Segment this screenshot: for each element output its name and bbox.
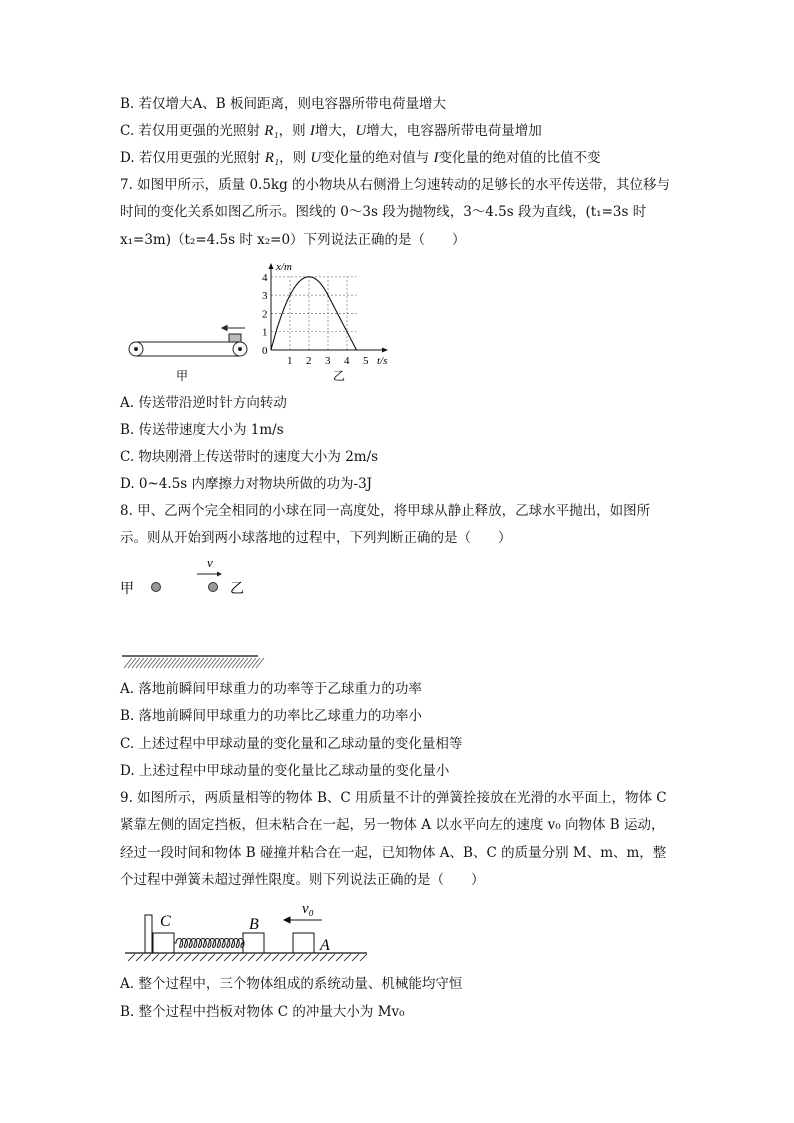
text: 变化量的绝对值与 — [321, 150, 434, 166]
hatch-line — [156, 658, 164, 668]
hatch-line — [144, 658, 152, 668]
hatch-line — [200, 658, 208, 668]
text: 变化量的绝对值的比值不变 — [438, 150, 601, 166]
q9-option-b: B. 整个过程中挡板对物体 C 的冲量大小为 Mv₀ — [120, 1004, 405, 1020]
hatch-line — [252, 658, 260, 668]
label-v0: v₀ — [302, 901, 314, 917]
x-axis-label: t/s — [377, 355, 388, 367]
hatch-line — [196, 658, 204, 668]
q7-option-a: A. 传送带沿逆时针方向转动 — [120, 395, 287, 411]
hatch-line — [168, 954, 175, 961]
hatch-line — [128, 658, 136, 668]
xt-graph — [262, 261, 388, 367]
y-tick-label: 2 — [262, 308, 268, 321]
q9-option-a: A. 整个过程中，三个物体组成的系统动量、机械能均守恒 — [120, 976, 463, 992]
x-axis-arrow-icon — [382, 348, 388, 353]
q8-stem-line: 8. 甲、乙两个完全相同的小球在同一高度处，将甲球从静止释放，乙球水平抛出，如图所 — [120, 503, 651, 519]
text: 增大， — [314, 123, 356, 139]
hatch-line — [140, 658, 148, 668]
text: 增大，电容器所带电荷量增加 — [366, 123, 542, 139]
fig-label-yi: 乙 — [333, 369, 346, 383]
hatch-line — [180, 658, 188, 668]
hatch-line — [344, 954, 351, 961]
hatch-line — [192, 954, 199, 961]
y-tick-label: 1 — [262, 326, 268, 339]
fixed-wall — [145, 915, 152, 953]
hatch-line — [192, 658, 200, 668]
text: ，则 — [278, 123, 310, 139]
hatch-line — [152, 954, 159, 961]
hatch-line — [232, 954, 239, 961]
var: R₁ — [264, 150, 280, 166]
arrow-right-icon — [217, 572, 222, 577]
hatch-line — [240, 658, 248, 668]
x-tick-label: 1 — [287, 355, 293, 367]
hatch-line — [256, 658, 264, 668]
hatch-line — [172, 658, 180, 668]
label-b: B — [249, 916, 259, 933]
block-b — [243, 933, 264, 953]
hatch-line — [216, 658, 224, 668]
hatch-line — [184, 658, 192, 668]
q7-option-d: D. 0~4.5s 内摩擦力对物块所做的功为-3J — [120, 476, 373, 492]
q7-stem-line: 时间的变化关系如图乙所示。图线的 0～3s 段为抛物线，3～4.5s 段为直线，(t₁=3s 时 — [120, 204, 647, 220]
hatch-line — [160, 658, 168, 668]
hatch-line — [184, 954, 191, 961]
q9-stem-line: 个过程中弹簧未超过弹性限度。则下列说法正确的是（ ） — [120, 872, 485, 888]
ball-label-yi: 乙 — [230, 582, 244, 597]
hatch-line — [244, 658, 252, 668]
hatch-line — [208, 954, 215, 961]
hatch-line — [296, 954, 303, 961]
text: ，则 — [279, 150, 311, 166]
block-c — [153, 933, 174, 953]
hatch-line — [160, 954, 167, 961]
hatch-line — [136, 658, 144, 668]
hatch-line — [328, 954, 335, 961]
hatch-line — [168, 658, 176, 668]
var: R₁ — [264, 123, 279, 139]
velocity-label: v — [207, 555, 213, 570]
q8-option-d: D. 上述过程中甲球动量的变化量比乙球动量的变化量小 — [120, 763, 450, 779]
ball-jia — [152, 583, 161, 592]
hatch-line — [124, 658, 132, 668]
arrow-left-icon — [222, 326, 227, 331]
q7-stem-line: x₁=3m)（t₂=4.5s 时 x₂=0）下列说法正确的是（ ） — [120, 232, 466, 248]
ball-yi — [209, 583, 218, 592]
q9-stem-line: 紧靠左侧的固定挡板，但未粘合在一起，另一物体 A 以水平向左的速度 v₀ 向物体 B 运动， — [120, 817, 665, 833]
var: U — [355, 123, 367, 139]
q9-stem-line: 9. 如图所示，两质量相等的物体 B、C 用质量不计的弹簧拴接放在光滑的水平面上，物体 C — [120, 790, 667, 806]
hatch-line — [224, 658, 232, 668]
x-tick-label: 3 — [325, 355, 331, 367]
hatch-line — [152, 658, 160, 668]
hatch-line — [280, 954, 287, 961]
hatch-line — [248, 658, 256, 668]
hatch-line — [224, 954, 231, 961]
var: I — [309, 123, 315, 139]
hatch-line — [144, 954, 151, 961]
hatch-line — [256, 954, 263, 961]
hatch-line — [212, 658, 220, 668]
q6-option-b: B. 若仅增大A、B 板间距离，则电容器所带电荷量增大 — [120, 96, 446, 112]
hatch-line — [304, 954, 311, 961]
q9-stem-line: 经过一段时间和物体 B 碰撞并粘合在一起，已知物体 A、B、C 的质量分别 M、m、m，整 — [120, 845, 667, 861]
q7-option-c: C. 物块刚滑上传送带时的速度大小为 2m/s — [120, 449, 379, 465]
hatch-line — [204, 658, 212, 668]
hatch-line — [248, 954, 255, 961]
q8-stem-line: 示。则从开始到两小球落地的过程中，下列判断正确的是（ ） — [120, 530, 512, 546]
q8-option-c: C. 上述过程中甲球动量的变化量和乙球动量的变化量相等 — [120, 736, 463, 752]
q8-option-a: A. 落地前瞬间甲球重力的功率等于乙球重力的功率 — [120, 681, 422, 697]
y-tick-label: 0 — [262, 345, 268, 357]
conveyor-belt-figure — [129, 326, 247, 357]
arrow-left-icon — [284, 917, 290, 923]
x-tick-label: 4 — [344, 355, 350, 367]
hatch-line — [272, 954, 279, 961]
text: D. 若仅用更强的光照射 — [120, 150, 265, 166]
hatch-line — [320, 954, 327, 961]
y-axis-label: x/m — [276, 261, 292, 273]
hatch-line — [312, 954, 319, 961]
fig-label-jia: 甲 — [176, 369, 189, 383]
hatch-line — [220, 658, 228, 668]
block-a — [293, 933, 314, 953]
label-a: A — [320, 937, 330, 954]
hatch-line — [228, 658, 236, 668]
spring — [174, 939, 244, 948]
hatch-line — [240, 954, 247, 961]
hatch-line — [208, 658, 216, 668]
hatch-line — [352, 954, 359, 961]
y-tick-label: 4 — [262, 271, 268, 284]
block — [229, 334, 241, 342]
hatch-line — [200, 954, 207, 961]
y-axis-arrow-icon — [269, 263, 274, 269]
hatch-line — [148, 658, 156, 668]
hatch-line — [176, 658, 184, 668]
hatch-line — [136, 954, 143, 961]
ground-hatch — [122, 656, 264, 668]
hatch-line — [236, 658, 244, 668]
hatch-line — [336, 954, 343, 961]
text: C. 若仅用更强的光照射 — [120, 123, 265, 139]
hatch-line — [132, 658, 140, 668]
hatch-line — [264, 954, 271, 961]
hatch-line — [128, 954, 135, 961]
hatch-line — [188, 658, 196, 668]
hatch-line — [176, 954, 183, 961]
hatch-line — [216, 954, 223, 961]
q8-option-b: B. 落地前瞬间甲球重力的功率比乙球重力的功率小 — [120, 708, 423, 724]
hatch-line — [288, 954, 295, 961]
x-tick-label: 2 — [306, 355, 312, 367]
hatch-line — [360, 954, 367, 961]
q7-stem-line: 7. 如图甲所示，质量 0.5kg 的小物块从右侧滑上匀速转动的足够长的水平传送带，其位移与 — [120, 177, 671, 193]
hatch-line — [164, 658, 172, 668]
var: I — [433, 150, 439, 166]
ball-label-jia: 甲 — [120, 582, 134, 597]
label-c: C — [160, 913, 171, 930]
var: U — [310, 150, 322, 166]
hatch-line — [232, 658, 240, 668]
y-tick-label: 3 — [262, 290, 268, 303]
x-tick-label: 5 — [363, 355, 369, 367]
q7-option-b: B. 传送带速度大小为 1m/s — [120, 422, 284, 438]
